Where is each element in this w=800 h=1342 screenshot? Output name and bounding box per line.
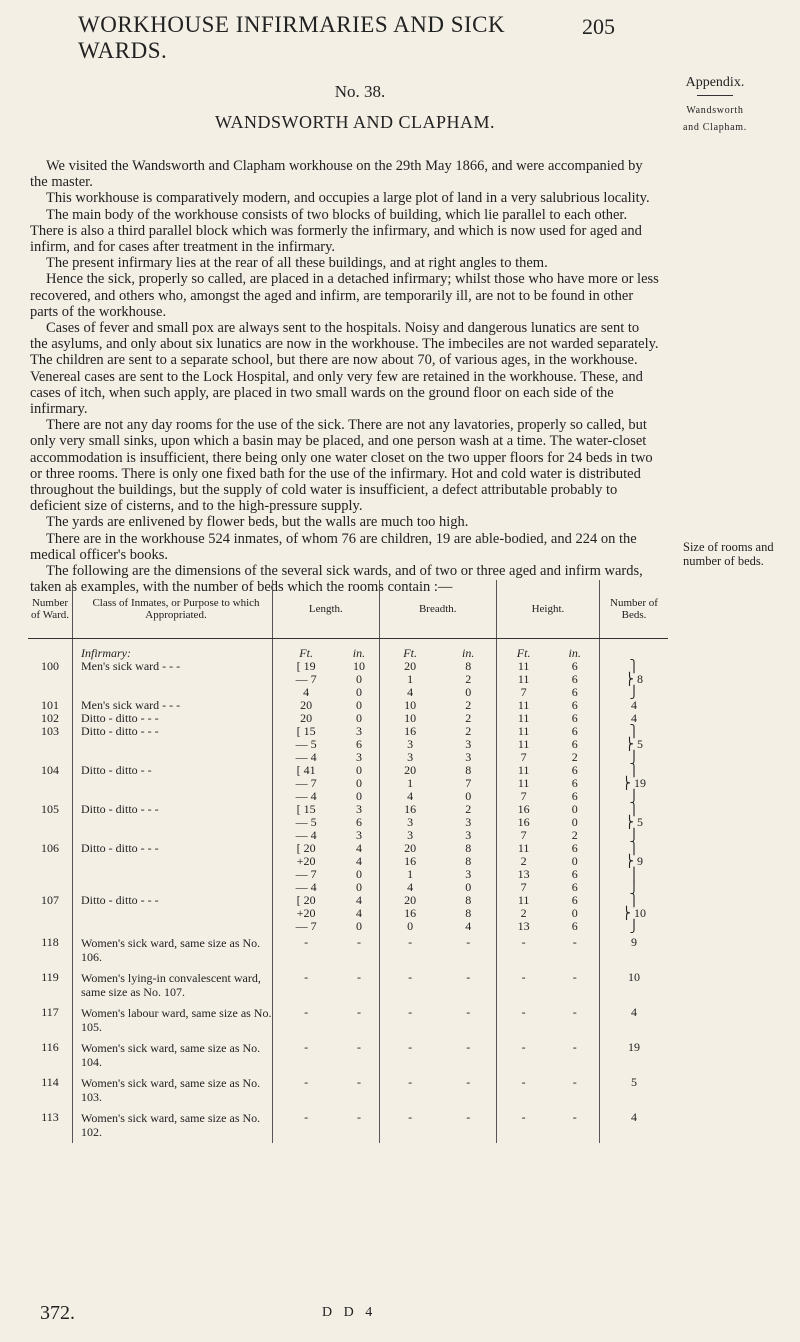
- length-in: 4: [355, 893, 362, 907]
- dash: -: [466, 1005, 471, 1019]
- ward-number: 118: [41, 935, 59, 949]
- height-in: 6: [571, 672, 578, 686]
- height-in: 6: [571, 776, 578, 790]
- breadth-in: 2: [465, 711, 472, 725]
- length-in: 3: [355, 802, 362, 816]
- length-in: 0: [355, 672, 362, 686]
- beds-count: ⎭: [600, 881, 669, 894]
- dash: -: [379, 1073, 440, 1108]
- dash: -: [466, 935, 471, 949]
- table-body: [28, 639, 668, 1144]
- dash: -: [273, 1038, 340, 1073]
- table-row: [28, 920, 668, 933]
- header-breadth: Breadth.: [379, 580, 496, 639]
- paragraph: Cases of fever and small pox are always sent to the hospitals. Noisy and dangerous lunatics are sent to the asylums, and only about six lunatics are now in the workhouse. The imbeciles are not warded separately. The children are sent to a separate school, but there are now about 70, of various ages, in the workhouse. Venereal cases are sent to the Lock Hospital, and only very few are retained in the workhouse. These, and cases of itch, when such apply, are placed in two small wards on the ground floor on each side of the infirmary.: [30, 320, 659, 418]
- header-class: Class of Inmates, or Purpose to which Appropriated.: [73, 580, 273, 639]
- table-row: [28, 1073, 668, 1108]
- breadth-ft: 20: [379, 842, 440, 855]
- table-row: [28, 1108, 668, 1143]
- dash: -: [379, 1003, 440, 1038]
- dash: -: [572, 970, 577, 984]
- dash: -: [273, 1073, 340, 1108]
- length-ft: 20: [273, 712, 340, 725]
- breadth-in: 8: [465, 763, 472, 777]
- beds-count: ⎫: [600, 894, 669, 907]
- dash: -: [572, 1110, 577, 1124]
- beds-count: ⎬ 9: [600, 855, 669, 868]
- length-ft: — 4: [273, 790, 340, 803]
- dash: -: [466, 1040, 471, 1054]
- appendix-rule: [697, 95, 733, 96]
- height-ft: 11: [496, 777, 550, 790]
- height-ft: 7: [496, 686, 550, 699]
- beds-count: ⎫: [600, 725, 669, 738]
- length-ft: — 4: [273, 751, 340, 764]
- beds-count: ⎫: [600, 803, 669, 816]
- breadth-in: 8: [465, 893, 472, 907]
- dash: -: [379, 968, 440, 1003]
- length-in: 0: [355, 685, 362, 699]
- ward-number: [28, 816, 73, 829]
- ward-number: [28, 920, 73, 933]
- ward-number: 103: [41, 724, 59, 738]
- height-ft: 11: [496, 764, 550, 777]
- breadth-ft: 16: [379, 725, 440, 738]
- beds-count: ⎫: [600, 660, 669, 673]
- ward-number: 100: [41, 659, 59, 673]
- dash: -: [356, 1005, 361, 1019]
- breadth-in: 3: [465, 815, 472, 829]
- height-in: 0: [571, 906, 578, 920]
- height-in: 0: [571, 815, 578, 829]
- length-in: 0: [355, 711, 362, 725]
- length-in: 0: [355, 789, 362, 803]
- dash: -: [379, 1038, 440, 1073]
- length-ft: [ 19: [273, 660, 340, 673]
- length-ft: — 7: [273, 777, 340, 790]
- paragraph: We visited the Wandsworth and Clapham workhouse on the 29th May 1866, and were accompanied by the master.: [30, 158, 643, 191]
- height-ft: 7: [496, 790, 550, 803]
- class-of-inmates: Ditto - ditto - - -: [73, 712, 273, 725]
- class-of-inmates: [73, 816, 273, 829]
- class-of-inmates: Men's sick ward - - -: [73, 699, 273, 712]
- breadth-in: 8: [465, 841, 472, 855]
- height-ft: 16: [496, 803, 550, 816]
- dash: -: [466, 1075, 471, 1089]
- ft-label: Ft.: [496, 639, 550, 661]
- length-in: 0: [355, 763, 362, 777]
- length-in: 3: [355, 724, 362, 738]
- paragraph: The yards are enlivened by flower beds, but the walls are much too high.: [46, 514, 469, 531]
- header-beds: Number of Beds.: [600, 580, 669, 639]
- ward-number: 116: [41, 1040, 59, 1054]
- class-of-inmates: Men's sick ward - - -: [73, 660, 273, 673]
- beds-count: ⎬ 5: [600, 816, 669, 829]
- margin-appendix: [683, 74, 747, 136]
- height-ft: 2: [496, 855, 550, 868]
- paragraph: This workhouse is comparatively modern, and occupies a large plot of land in a very salubrious locality.: [46, 190, 650, 207]
- height-in: 6: [571, 867, 578, 881]
- dash: -: [356, 1110, 361, 1124]
- section-line-1: Wandsworth: [686, 105, 744, 116]
- breadth-in: 2: [465, 724, 472, 738]
- breadth-in: 8: [465, 854, 472, 868]
- ward-number: 117: [41, 1005, 59, 1019]
- ward-number: [28, 673, 73, 686]
- breadth-ft: 20: [379, 764, 440, 777]
- beds-count: 4: [600, 712, 669, 725]
- breadth-in: 3: [465, 828, 472, 842]
- length-in: 0: [355, 776, 362, 790]
- length-in: 0: [355, 867, 362, 881]
- dash: -: [273, 1003, 340, 1038]
- ward-number: 105: [41, 802, 59, 816]
- dash: -: [496, 1038, 550, 1073]
- footer-number: 372.: [40, 1302, 75, 1324]
- class-of-inmates: [73, 907, 273, 920]
- height-in: 6: [571, 711, 578, 725]
- length-in: 6: [355, 737, 362, 751]
- ward-number: 101: [41, 698, 59, 712]
- breadth-ft: 16: [379, 855, 440, 868]
- class-of-inmates: Women's labour ward, same size as No. 105.: [73, 1003, 273, 1038]
- breadth-ft: 0: [379, 920, 440, 933]
- breadth-in: 8: [465, 659, 472, 673]
- breadth-in: 8: [465, 906, 472, 920]
- length-ft: — 5: [273, 738, 340, 751]
- document-number: No. 38.: [334, 82, 386, 101]
- length-ft: +20: [273, 907, 340, 920]
- beds-count: ⎫: [600, 764, 669, 777]
- dash: -: [273, 1108, 340, 1143]
- length-in: 4: [355, 906, 362, 920]
- beds-count: 4: [600, 699, 669, 712]
- height-ft: 11: [496, 842, 550, 855]
- length-ft: 4: [273, 686, 340, 699]
- class-of-inmates: Ditto - ditto - -: [73, 764, 273, 777]
- ward-number: 114: [41, 1075, 59, 1089]
- breadth-ft: 3: [379, 738, 440, 751]
- table-row: [28, 1003, 668, 1038]
- breadth-in: 2: [465, 802, 472, 816]
- height-ft: 11: [496, 894, 550, 907]
- beds-count: ⎭: [600, 829, 669, 842]
- dash: -: [356, 970, 361, 984]
- ward-number: [28, 777, 73, 790]
- height-ft: 7: [496, 751, 550, 764]
- breadth-ft: 1: [379, 673, 440, 686]
- height-ft: 11: [496, 699, 550, 712]
- breadth-ft: 10: [379, 712, 440, 725]
- beds-count: ⎭: [600, 751, 669, 764]
- in-label: in.: [462, 646, 475, 660]
- breadth-ft: 3: [379, 751, 440, 764]
- beds-cell: [600, 639, 669, 661]
- dash: -: [572, 1040, 577, 1054]
- length-ft: — 5: [273, 816, 340, 829]
- breadth-ft: 1: [379, 777, 440, 790]
- in-label: in.: [352, 646, 366, 660]
- in-label: in.: [568, 646, 581, 660]
- signature-mark: D D 4: [322, 1305, 377, 1320]
- beds-count: ⎫: [600, 842, 669, 855]
- height-ft: 11: [496, 738, 550, 751]
- class-of-inmates: Women's sick ward, same size as No. 102.: [73, 1108, 273, 1143]
- breadth-ft: 3: [379, 816, 440, 829]
- breadth-in: 3: [465, 750, 472, 764]
- paragraph: The present infirmary lies at the rear of all these buildings, and at right angles to them.: [46, 255, 548, 272]
- ward-number: [28, 868, 73, 881]
- page-number: 205: [582, 14, 615, 39]
- table-subheader-row: [28, 639, 668, 661]
- class-of-inmates: Ditto - ditto - - -: [73, 803, 273, 816]
- header-ward: Number of Ward.: [28, 580, 73, 639]
- height-ft: 11: [496, 725, 550, 738]
- class-of-inmates: Women's sick ward, same size as No. 106.: [73, 933, 273, 968]
- paragraph: The main body of the workhouse consists of two blocks of building, which lie parallel to each other. There is also a third parallel block which was formerly the infirmary, and which is now used for aged and infirm, and for cases after treatment in the infirmary.: [30, 206, 642, 256]
- breadth-in: 2: [465, 698, 472, 712]
- height-ft: 2: [496, 907, 550, 920]
- dash: -: [572, 1075, 577, 1089]
- paragraph: There are not any day rooms for the use of the sick. There are not any lavatories, properly so called, but only very small sinks, upon which a basin may be placed, and one person wash at a time. The water-closet accommodation is insufficient, there being only one water closet on the two upper floors for 24 beds in two or three rooms. There is only one fixed bath for the use of the infirmary. Hot and cold water is distributed throughout the buildings, but the supply of cold water is insufficient, a defect attributable probably to deficient size of cisterns, and to the high-pressure supply.: [30, 417, 653, 515]
- height-in: 6: [571, 763, 578, 777]
- length-in: 6: [355, 815, 362, 829]
- class-of-inmates: [73, 920, 273, 933]
- ward-number: 119: [41, 970, 59, 984]
- document-title: WANDSWORTH AND CLAPHAM.: [215, 112, 495, 132]
- table-row: [28, 968, 668, 1003]
- breadth-in: 0: [465, 789, 472, 803]
- paragraph: The following are the dimensions of the several sick wards, and of two or three aged and infirm wards, taken as examples, with the number of beds which the rooms contain :—: [30, 563, 643, 596]
- class-of-inmates: [73, 673, 273, 686]
- ward-dimensions-table: [28, 580, 668, 1300]
- beds-count: 5: [600, 1073, 669, 1108]
- appendix-label: Appendix.: [685, 75, 745, 90]
- length-ft: [ 20: [273, 842, 340, 855]
- height-in: 6: [571, 893, 578, 907]
- height-ft: 7: [496, 829, 550, 842]
- height-in: 6: [571, 724, 578, 738]
- class-of-inmates: Ditto - ditto - - -: [73, 842, 273, 855]
- beds-count: ⎪: [600, 868, 669, 881]
- beds-count: ⎬ 8: [600, 673, 669, 686]
- class-of-inmates: [73, 738, 273, 751]
- length-in: 3: [355, 828, 362, 842]
- height-in: 6: [571, 880, 578, 894]
- height-in: 6: [571, 919, 578, 933]
- breadth-ft: 10: [379, 699, 440, 712]
- beds-count: ⎭: [600, 686, 669, 699]
- breadth-ft: 16: [379, 803, 440, 816]
- length-in: 10: [352, 659, 365, 673]
- length-ft: — 4: [273, 829, 340, 842]
- height-ft: 11: [496, 673, 550, 686]
- breadth-ft: 4: [379, 686, 440, 699]
- ward-number: 104: [41, 763, 59, 777]
- length-in: 0: [355, 919, 362, 933]
- breadth-ft: 4: [379, 790, 440, 803]
- dash: -: [379, 933, 440, 968]
- dash: -: [496, 933, 550, 968]
- dash: -: [466, 1110, 471, 1124]
- length-ft: +20: [273, 855, 340, 868]
- length-in: 4: [355, 841, 362, 855]
- height-ft: 16: [496, 816, 550, 829]
- breadth-in: 4: [465, 919, 472, 933]
- ward-number: 102: [41, 711, 59, 725]
- length-in: 3: [355, 750, 362, 764]
- beds-count: 4: [600, 1108, 669, 1143]
- length-ft: [ 15: [273, 725, 340, 738]
- length-ft: [ 20: [273, 894, 340, 907]
- class-cell: Infirmary:: [73, 639, 273, 661]
- breadth-ft: 20: [379, 660, 440, 673]
- dash: -: [496, 1073, 550, 1108]
- ward-number: 107: [41, 893, 59, 907]
- height-ft: 13: [496, 920, 550, 933]
- height-in: 6: [571, 659, 578, 673]
- length-in: 0: [355, 698, 362, 712]
- breadth-in: 3: [465, 737, 472, 751]
- dash: -: [496, 1108, 550, 1143]
- length-ft: — 7: [273, 673, 340, 686]
- table-row: [28, 1038, 668, 1073]
- length-ft: — 4: [273, 881, 340, 894]
- class-of-inmates: Ditto - ditto - - -: [73, 725, 273, 738]
- ft-label: Ft.: [273, 639, 340, 661]
- ward-cell: [28, 639, 73, 661]
- height-in: 0: [571, 854, 578, 868]
- class-of-inmates: Women's sick ward, same size as No. 103.: [73, 1073, 273, 1108]
- length-ft: 20: [273, 699, 340, 712]
- breadth-in: 0: [465, 880, 472, 894]
- ward-number: 113: [41, 1110, 59, 1124]
- length-ft: — 7: [273, 920, 340, 933]
- ward-number: [28, 855, 73, 868]
- dash: -: [379, 1108, 440, 1143]
- height-ft: 7: [496, 881, 550, 894]
- class-of-inmates: [73, 855, 273, 868]
- paragraph: Hence the sick, properly so called, are placed in a detached infirmary; whilst those who have more or less recovered, and others who, amongst the aged and infirm, are temporarily ill, are not to be found in other parts of the workhouse.: [30, 271, 659, 320]
- height-in: 6: [571, 685, 578, 699]
- height-ft: 11: [496, 660, 550, 673]
- dash: -: [273, 968, 340, 1003]
- class-of-inmates: Women's sick ward, same size as No. 104.: [73, 1038, 273, 1073]
- header-length: Length.: [273, 580, 380, 639]
- beds-count: ⎬ 5: [600, 738, 669, 751]
- class-of-inmates: [73, 868, 273, 881]
- class-of-inmates: Ditto - ditto - - -: [73, 894, 273, 907]
- breadth-ft: 3: [379, 829, 440, 842]
- beds-count: 9: [600, 933, 669, 968]
- breadth-in: 0: [465, 685, 472, 699]
- height-in: 0: [571, 802, 578, 816]
- paragraph: There are in the workhouse 524 inmates, of whom 76 are children, 19 are able-bodied, and 224 on the medical officer's books.: [30, 530, 637, 563]
- dash: -: [572, 1005, 577, 1019]
- dash: -: [496, 1003, 550, 1038]
- breadth-ft: 1: [379, 868, 440, 881]
- dash: -: [356, 935, 361, 949]
- dash: -: [273, 933, 340, 968]
- height-in: 2: [571, 750, 578, 764]
- beds-count: ⎬ 19: [600, 777, 669, 790]
- side-note: Size of rooms and number of beds.: [683, 540, 774, 568]
- body-text: [30, 158, 660, 595]
- height-in: 6: [571, 841, 578, 855]
- height-in: 6: [571, 737, 578, 751]
- breadth-ft: 16: [379, 907, 440, 920]
- beds-count: ⎭: [600, 920, 669, 933]
- class-of-inmates: Women's lying-in convalescent ward, same size as No. 107.: [73, 968, 273, 1003]
- beds-count: 19: [600, 1038, 669, 1073]
- beds-count: 10: [600, 968, 669, 1003]
- height-in: 2: [571, 828, 578, 842]
- height-in: 6: [571, 698, 578, 712]
- breadth-in: 3: [465, 867, 472, 881]
- breadth-ft: 4: [379, 881, 440, 894]
- breadth-ft: 20: [379, 894, 440, 907]
- dash: -: [496, 968, 550, 1003]
- ward-number: 106: [41, 841, 59, 855]
- beds-count: 4: [600, 1003, 669, 1038]
- beds-count: ⎭: [600, 790, 669, 803]
- height-ft: 11: [496, 712, 550, 725]
- running-head: WORKHOUSE INFIRMARIES AND SICK WARDS.: [78, 12, 506, 63]
- length-ft: [ 15: [273, 803, 340, 816]
- ft-label: Ft.: [379, 639, 440, 661]
- height-in: 6: [571, 789, 578, 803]
- breadth-in: 2: [465, 672, 472, 686]
- dash: -: [356, 1040, 361, 1054]
- dash: -: [572, 935, 577, 949]
- length-in: 0: [355, 880, 362, 894]
- beds-count: ⎬ 10: [600, 907, 669, 920]
- ward-number: [28, 907, 73, 920]
- length-in: 4: [355, 854, 362, 868]
- section-line-2: and Clapham.: [683, 122, 747, 133]
- height-ft: 13: [496, 868, 550, 881]
- class-of-inmates: [73, 777, 273, 790]
- header-height: Height.: [496, 580, 599, 639]
- breadth-in: 7: [465, 776, 472, 790]
- length-ft: — 7: [273, 868, 340, 881]
- dash: -: [356, 1075, 361, 1089]
- dash: -: [466, 970, 471, 984]
- length-ft: [ 41: [273, 764, 340, 777]
- ward-number: [28, 738, 73, 751]
- table-row: [28, 933, 668, 968]
